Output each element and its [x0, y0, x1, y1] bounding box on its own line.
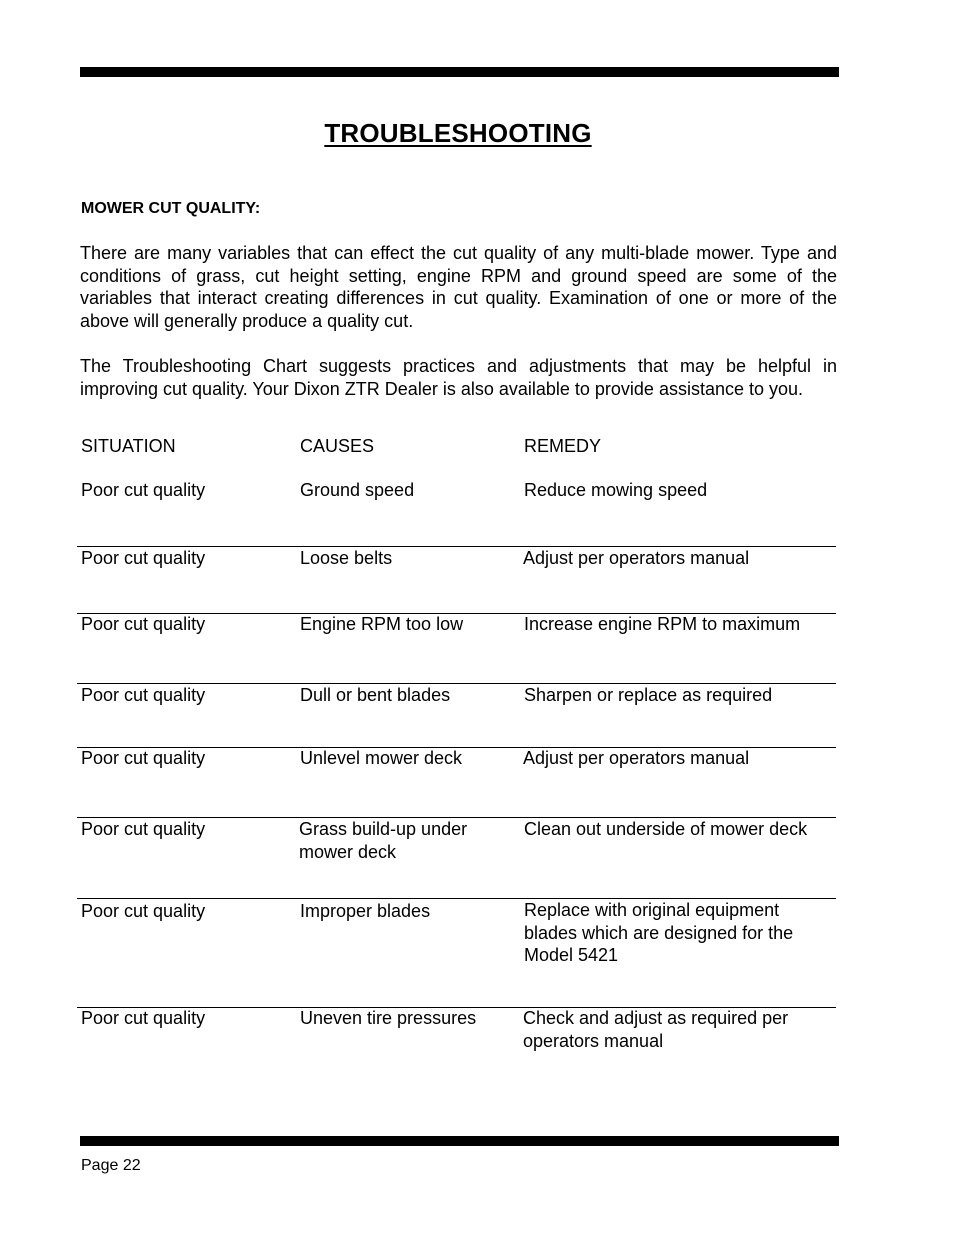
- row-situation: Poor cut quality: [81, 748, 206, 768]
- page-title: TROUBLESHOOTING: [324, 118, 592, 148]
- row-remedy: Clean out underside of mower deck: [524, 819, 808, 839]
- row-situation: Poor cut quality: [81, 1008, 206, 1028]
- row-cause: Improper blades: [300, 901, 431, 921]
- header-remedy: REMEDY: [524, 436, 602, 456]
- row-remedy: Increase engine RPM to maximum: [524, 614, 801, 634]
- row-situation: Poor cut quality: [81, 614, 206, 634]
- row-remedy: Adjust per operators manual: [523, 548, 750, 568]
- row-situation: Poor cut quality: [81, 480, 206, 500]
- header-situation: SITUATION: [81, 436, 176, 456]
- row-remedy: Check and adjust as required per operators manual: [523, 1008, 789, 1051]
- row-situation: Poor cut quality: [81, 901, 206, 921]
- section-heading: MOWER CUT QUALITY:: [81, 200, 261, 217]
- row-situation: Poor cut quality: [81, 819, 206, 839]
- row-cause: Unlevel mower deck: [300, 748, 463, 768]
- intro-paragraph: There are many variables that can effect the cut quality of any multi-blade mower. Type and conditions of grass, cut height setting, engine RPM and ground speed are some of the variables that interact creating differences in cut quality. Examination of one or more of the above will generally produce a quality cut.: [80, 243, 837, 331]
- row-situation: Poor cut quality: [81, 685, 206, 705]
- row-cause: Ground speed: [300, 480, 415, 500]
- row-remedy: Adjust per operators manual: [523, 748, 750, 768]
- row-situation: Poor cut quality: [81, 548, 206, 568]
- top-rule: [80, 67, 839, 77]
- row-cause: Uneven tire pressures: [300, 1008, 477, 1028]
- page-number: Page 22: [81, 1157, 141, 1174]
- bottom-rule: [80, 1136, 839, 1146]
- row-cause: Dull or bent blades: [300, 685, 451, 705]
- row-remedy: Replace with original equipment blades which are designed for the Model 5421: [524, 900, 794, 965]
- row-remedy: Reduce mowing speed: [524, 480, 708, 500]
- chart-note-paragraph: The Troubleshooting Chart suggests practices and adjustments that may be helpful in improving cut quality. Your Dixon ZTR Dealer is also available to provide assistance to you.: [80, 356, 837, 399]
- row-remedy: Sharpen or replace as required: [524, 685, 773, 705]
- header-causes: CAUSES: [300, 436, 375, 456]
- row-cause: Grass build-up under mower deck: [299, 819, 468, 862]
- row-cause: Loose belts: [300, 548, 393, 568]
- row-cause: Engine RPM too low: [300, 614, 464, 634]
